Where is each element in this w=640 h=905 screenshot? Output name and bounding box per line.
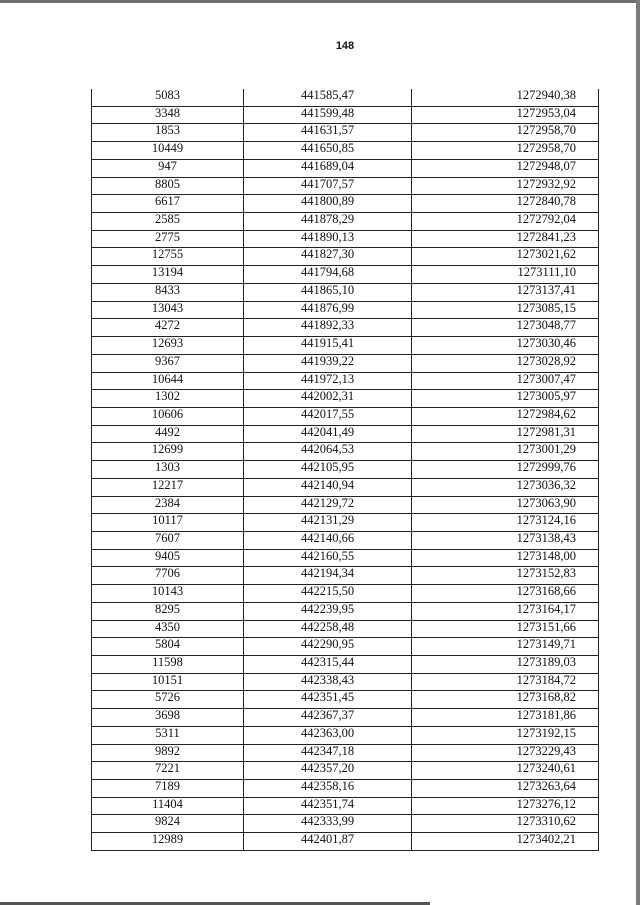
table-row xyxy=(92,496,599,514)
point-number-cell: 2384 xyxy=(92,496,244,514)
point-number-cell: 12693 xyxy=(92,337,244,355)
table-row xyxy=(92,124,599,142)
point-number-cell: 8433 xyxy=(92,283,244,301)
y-coordinate-cell: 1273063,90 xyxy=(412,496,599,514)
table-row xyxy=(92,337,599,355)
x-coordinate-cell: 441972,13 xyxy=(244,372,412,390)
x-coordinate-cell: 442290,95 xyxy=(244,638,412,656)
x-coordinate-cell: 442367,37 xyxy=(244,709,412,727)
table-row xyxy=(92,744,599,762)
table-row xyxy=(92,283,599,301)
x-coordinate-cell: 442363,00 xyxy=(244,726,412,744)
table-row xyxy=(92,691,599,709)
table-row xyxy=(92,656,599,674)
y-coordinate-cell: 1273184,72 xyxy=(412,673,599,691)
page-number: 148 xyxy=(335,40,355,52)
x-coordinate-cell: 441631,57 xyxy=(244,124,412,142)
y-coordinate-cell: 1273151,66 xyxy=(412,620,599,638)
y-coordinate-cell: 1273036,32 xyxy=(412,478,599,496)
table-row xyxy=(92,142,599,160)
point-number-cell: 5804 xyxy=(92,638,244,656)
point-number-cell: 11598 xyxy=(92,656,244,674)
point-number-cell: 3698 xyxy=(92,709,244,727)
y-coordinate-cell: 1272840,78 xyxy=(412,195,599,213)
x-coordinate-cell: 442064,53 xyxy=(244,443,412,461)
table-row xyxy=(92,177,599,195)
x-coordinate-cell: 441892,33 xyxy=(244,319,412,337)
table-row xyxy=(92,106,599,124)
table-row xyxy=(92,443,599,461)
table-row xyxy=(92,478,599,496)
point-number-cell: 13043 xyxy=(92,301,244,319)
y-coordinate-cell: 1273164,17 xyxy=(412,602,599,620)
x-coordinate-cell: 442140,94 xyxy=(244,478,412,496)
point-number-cell: 10151 xyxy=(92,673,244,691)
table-row xyxy=(92,425,599,443)
y-coordinate-cell: 1273111,10 xyxy=(412,266,599,284)
y-coordinate-cell: 1272999,76 xyxy=(412,461,599,479)
table-row xyxy=(92,549,599,567)
x-coordinate-cell: 442258,48 xyxy=(244,620,412,638)
coordinates-table-body xyxy=(92,89,599,850)
scan-edge-top xyxy=(0,0,640,3)
point-number-cell: 3348 xyxy=(92,106,244,124)
table-row xyxy=(92,709,599,727)
x-coordinate-cell: 441865,10 xyxy=(244,283,412,301)
table-row xyxy=(92,531,599,549)
y-coordinate-cell: 1273168,66 xyxy=(412,585,599,603)
y-coordinate-cell: 1273001,29 xyxy=(412,443,599,461)
y-coordinate-cell: 1272932,92 xyxy=(412,177,599,195)
y-coordinate-cell: 1273137,41 xyxy=(412,283,599,301)
point-number-cell: 10644 xyxy=(92,372,244,390)
x-coordinate-cell: 441878,29 xyxy=(244,213,412,231)
table-row xyxy=(92,390,599,408)
point-number-cell: 7221 xyxy=(92,762,244,780)
y-coordinate-cell: 1272940,38 xyxy=(412,89,599,106)
x-coordinate-cell: 442041,49 xyxy=(244,425,412,443)
x-coordinate-cell: 442358,16 xyxy=(244,780,412,798)
y-coordinate-cell: 1273229,43 xyxy=(412,744,599,762)
point-number-cell: 12699 xyxy=(92,443,244,461)
x-coordinate-cell: 441827,30 xyxy=(244,248,412,266)
point-number-cell: 12755 xyxy=(92,248,244,266)
x-coordinate-cell: 441585,47 xyxy=(244,89,412,106)
x-coordinate-cell: 442239,95 xyxy=(244,602,412,620)
y-coordinate-cell: 1273021,62 xyxy=(412,248,599,266)
x-coordinate-cell: 441939,22 xyxy=(244,354,412,372)
y-coordinate-cell: 1273276,12 xyxy=(412,797,599,815)
point-number-cell: 5083 xyxy=(92,89,244,106)
table-row xyxy=(92,585,599,603)
table-row xyxy=(92,159,599,177)
y-coordinate-cell: 1272953,04 xyxy=(412,106,599,124)
y-coordinate-cell: 1273005,97 xyxy=(412,390,599,408)
point-number-cell: 7607 xyxy=(92,531,244,549)
table-row xyxy=(92,638,599,656)
table-row xyxy=(92,797,599,815)
table-row xyxy=(92,248,599,266)
x-coordinate-cell: 442140,66 xyxy=(244,531,412,549)
point-number-cell: 4492 xyxy=(92,425,244,443)
x-coordinate-cell: 442215,50 xyxy=(244,585,412,603)
point-number-cell: 9405 xyxy=(92,549,244,567)
x-coordinate-cell: 442357,20 xyxy=(244,762,412,780)
x-coordinate-cell: 442002,31 xyxy=(244,390,412,408)
table-row xyxy=(92,780,599,798)
x-coordinate-cell: 441599,48 xyxy=(244,106,412,124)
x-coordinate-cell: 441689,04 xyxy=(244,159,412,177)
point-number-cell: 10606 xyxy=(92,407,244,425)
table-row xyxy=(92,726,599,744)
point-number-cell: 2585 xyxy=(92,213,244,231)
point-number-cell: 1853 xyxy=(92,124,244,142)
x-coordinate-cell: 441794,68 xyxy=(244,266,412,284)
point-number-cell: 5726 xyxy=(92,691,244,709)
point-number-cell: 11404 xyxy=(92,797,244,815)
point-number-cell: 13194 xyxy=(92,266,244,284)
coordinates-table xyxy=(91,89,599,851)
table-row xyxy=(92,673,599,691)
x-coordinate-cell: 442160,55 xyxy=(244,549,412,567)
point-number-cell: 8295 xyxy=(92,602,244,620)
point-number-cell: 1302 xyxy=(92,390,244,408)
y-coordinate-cell: 1273192,15 xyxy=(412,726,599,744)
point-number-cell: 7189 xyxy=(92,780,244,798)
x-coordinate-cell: 442401,87 xyxy=(244,833,412,851)
y-coordinate-cell: 1273189,03 xyxy=(412,656,599,674)
scan-edge-right xyxy=(636,0,640,905)
table-row xyxy=(92,266,599,284)
point-number-cell: 10449 xyxy=(92,142,244,160)
y-coordinate-cell: 1272958,70 xyxy=(412,124,599,142)
x-coordinate-cell: 442194,34 xyxy=(244,567,412,585)
x-coordinate-cell: 441890,13 xyxy=(244,230,412,248)
point-number-cell: 8805 xyxy=(92,177,244,195)
point-number-cell: 9367 xyxy=(92,354,244,372)
y-coordinate-cell: 1272948,07 xyxy=(412,159,599,177)
table-row xyxy=(92,319,599,337)
point-number-cell: 10143 xyxy=(92,585,244,603)
point-number-cell: 947 xyxy=(92,159,244,177)
table-row xyxy=(92,372,599,390)
y-coordinate-cell: 1273181,86 xyxy=(412,709,599,727)
point-number-cell: 5311 xyxy=(92,726,244,744)
x-coordinate-cell: 441915,41 xyxy=(244,337,412,355)
x-coordinate-cell: 441650,85 xyxy=(244,142,412,160)
table-row xyxy=(92,230,599,248)
y-coordinate-cell: 1273263,64 xyxy=(412,780,599,798)
table-row xyxy=(92,815,599,833)
y-coordinate-cell: 1272958,70 xyxy=(412,142,599,160)
x-coordinate-cell: 442131,29 xyxy=(244,514,412,532)
x-coordinate-cell: 442315,44 xyxy=(244,656,412,674)
y-coordinate-cell: 1273149,71 xyxy=(412,638,599,656)
x-coordinate-cell: 442333,99 xyxy=(244,815,412,833)
table-row xyxy=(92,354,599,372)
point-number-cell: 10117 xyxy=(92,514,244,532)
point-number-cell: 2775 xyxy=(92,230,244,248)
y-coordinate-cell: 1273152,83 xyxy=(412,567,599,585)
x-coordinate-cell: 441876,99 xyxy=(244,301,412,319)
table-row xyxy=(92,620,599,638)
table-row xyxy=(92,301,599,319)
point-number-cell: 1303 xyxy=(92,461,244,479)
y-coordinate-cell: 1272841,23 xyxy=(412,230,599,248)
point-number-cell: 9892 xyxy=(92,744,244,762)
point-number-cell: 7706 xyxy=(92,567,244,585)
x-coordinate-cell: 442017,55 xyxy=(244,407,412,425)
y-coordinate-cell: 1273048,77 xyxy=(412,319,599,337)
y-coordinate-cell: 1273168,82 xyxy=(412,691,599,709)
x-coordinate-cell: 441800,89 xyxy=(244,195,412,213)
point-number-cell: 9824 xyxy=(92,815,244,833)
table-row xyxy=(92,567,599,585)
x-coordinate-cell: 442347,18 xyxy=(244,744,412,762)
x-coordinate-cell: 442105,95 xyxy=(244,461,412,479)
table-row xyxy=(92,407,599,425)
y-coordinate-cell: 1273138,43 xyxy=(412,531,599,549)
table-row xyxy=(92,514,599,532)
point-number-cell: 4350 xyxy=(92,620,244,638)
y-coordinate-cell: 1273124,16 xyxy=(412,514,599,532)
table-row xyxy=(92,89,599,106)
table-row xyxy=(92,213,599,231)
y-coordinate-cell: 1272984,62 xyxy=(412,407,599,425)
y-coordinate-cell: 1273085,15 xyxy=(412,301,599,319)
coordinates-table-wrapper xyxy=(91,89,596,851)
point-number-cell: 4272 xyxy=(92,319,244,337)
point-number-cell: 6617 xyxy=(92,195,244,213)
y-coordinate-cell: 1273028,92 xyxy=(412,354,599,372)
table-row xyxy=(92,195,599,213)
table-row xyxy=(92,833,599,851)
x-coordinate-cell: 441707,57 xyxy=(244,177,412,195)
point-number-cell: 12989 xyxy=(92,833,244,851)
x-coordinate-cell: 442129,72 xyxy=(244,496,412,514)
y-coordinate-cell: 1272792,04 xyxy=(412,213,599,231)
x-coordinate-cell: 442351,45 xyxy=(244,691,412,709)
x-coordinate-cell: 442351,74 xyxy=(244,797,412,815)
y-coordinate-cell: 1273402,21 xyxy=(412,833,599,851)
y-coordinate-cell: 1273148,00 xyxy=(412,549,599,567)
y-coordinate-cell: 1273030,46 xyxy=(412,337,599,355)
y-coordinate-cell: 1273240,61 xyxy=(412,762,599,780)
x-coordinate-cell: 442338,43 xyxy=(244,673,412,691)
table-row xyxy=(92,461,599,479)
table-row xyxy=(92,762,599,780)
point-number-cell: 12217 xyxy=(92,478,244,496)
table-row xyxy=(92,602,599,620)
y-coordinate-cell: 1273310,62 xyxy=(412,815,599,833)
y-coordinate-cell: 1273007,47 xyxy=(412,372,599,390)
y-coordinate-cell: 1272981,31 xyxy=(412,425,599,443)
